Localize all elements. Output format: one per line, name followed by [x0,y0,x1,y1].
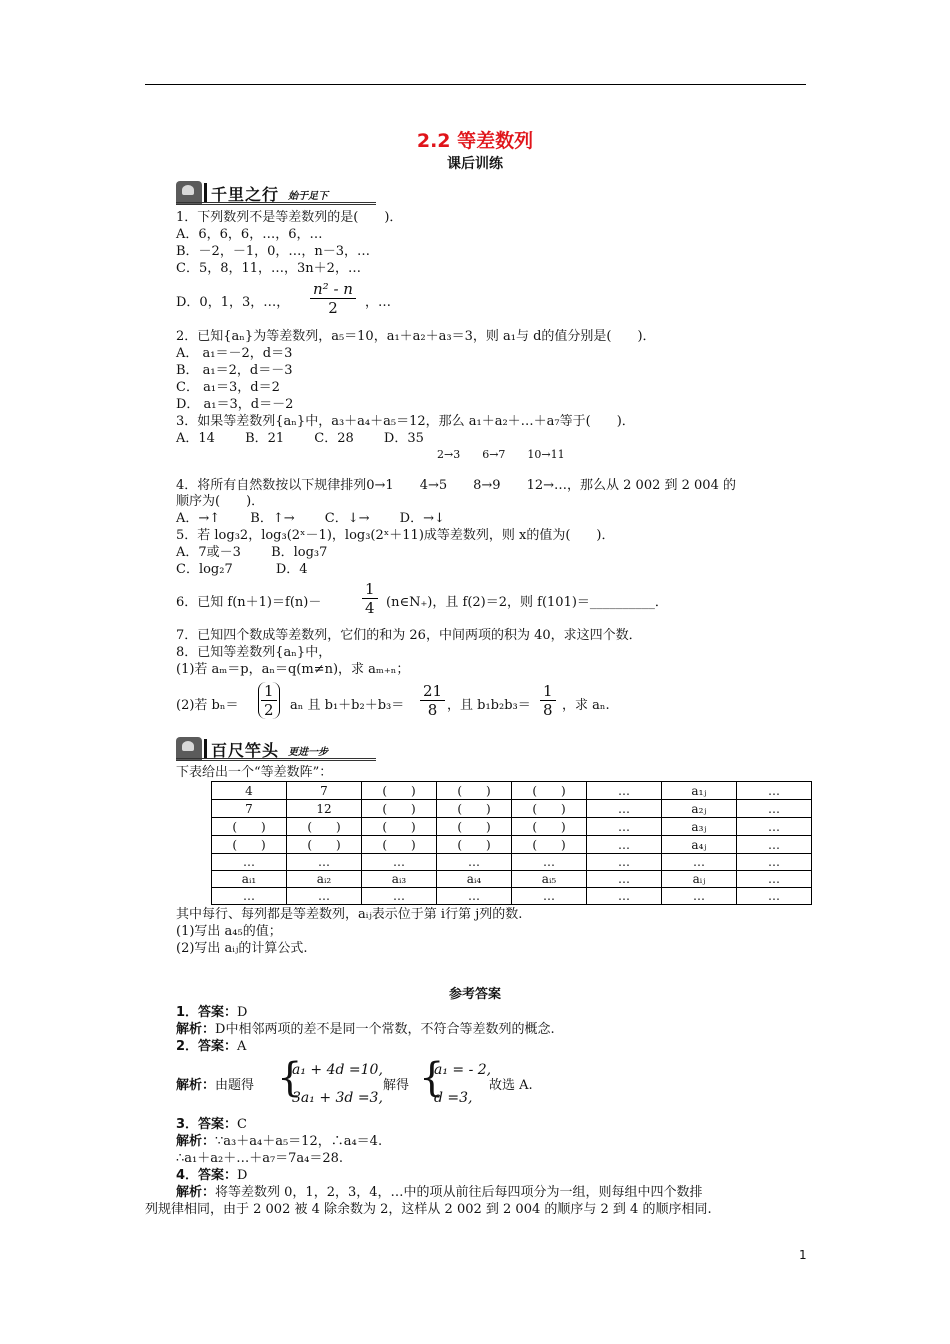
table-cell: … [737,871,812,888]
table-cell: … [437,854,512,871]
table-cell: … [737,836,812,854]
q2-option-c: C． a₁＝3，d＝2 [176,380,280,395]
banner-motto: 始于足下 [288,191,328,202]
table-cell: aᵢ₄ [437,871,512,888]
q8-fraction-product [540,682,556,719]
table-cell: … [362,888,437,905]
banner-motto: 更进一步 [288,747,328,758]
table-cell: … [362,854,437,871]
table-cell: ( ) [437,800,512,818]
q5-stem: 5．若 log₃2，log₃(2ˣ－1)，log₃(2ˣ＋11)成等差数列，则 x的值为( )． [176,528,615,543]
system1-line2: 3a₁ + 3d =3, [292,1090,383,1106]
answer-1: 1．答案：D [176,1005,248,1020]
q2-stem: 2．已知{aₙ}为等差数列，a₅＝10，a₁＋a₂＋a₃＝3，则 a₁与 d的值分别是( )． [176,329,656,344]
system2-line2: d =3, [434,1090,473,1106]
fraction-denominator: 2 [261,700,277,719]
table-cell: ( ) [512,836,587,854]
section-banner-advanced [176,737,376,761]
fraction-denominator: 4 [362,598,378,617]
table-row [212,782,812,800]
q2-option-d: D． a₁＝3，d＝－2 [176,397,294,412]
table-cell: … [587,800,662,818]
table-cell: aᵢ₂ [287,871,362,888]
q1-d-prefix: D．0，1，3，…， [176,295,290,310]
table-cell: … [587,888,662,905]
matrix-part1: (1)写出 a₄₅的值； [176,924,282,939]
answer-4: 4．答案：D [176,1168,248,1183]
table-cell: … [587,854,662,871]
table-cell: … [737,854,812,871]
table-cell: … [212,888,287,905]
answer-3-explanation: 解析：∵a₃＋a₄＋a₅＝12，∴a₄＝4. [176,1134,383,1149]
table-cell: aᵢ₁ [212,871,287,888]
q8-part1: (1)若 aₘ＝p，aₙ＝q(m≠n)，求 aₘ₊ₙ； [176,662,410,677]
q4-options: A．→↑ B．↑→ C．↓→ D．→↓ [176,511,445,526]
banner-title: 百尺竿头 [211,741,280,760]
table-cell: 4 [212,782,287,800]
page-title: 2.2 等差数列 [416,130,534,152]
table-cell: … [437,888,512,905]
fraction-denominator: 8 [540,700,556,719]
table-row [212,888,812,905]
q1-option-c: C．5，8，11，…，3n＋2，… [176,261,361,276]
table-cell: ( ) [512,818,587,836]
q8-fraction-sum [420,682,445,719]
q8-part2-prefix: (2)若 bₙ＝ [176,698,239,713]
table-cell: aᵢ₅ [512,871,587,888]
q2-option-b: B． a₁＝2，d＝－3 [176,363,293,378]
table-row [212,854,812,871]
table-cell: ( ) [512,782,587,800]
table-cell: ( ) [362,818,437,836]
q6-fraction [362,580,378,617]
answer-4-explanation: 解析：将等差数列 0，1，2，3，4，…中的项从前往后每四项分为一组，则每组中四个数排 [176,1185,703,1200]
table-cell: … [737,818,812,836]
banner-title: 千里之行 [211,185,280,204]
q4-stem-cont: 顺序为( )． [176,494,265,509]
page-subtitle: 课后训练 [447,156,503,172]
answer-4-explanation-cont: 列规律相同，由于 2 002 被 4 除余数为 2，这样从 2 002 到 2 004 的顺序与 2 到 4 的顺序相同. [145,1202,712,1217]
matrix-intro: 下表给出一个“等差数阵”： [176,765,333,780]
answer-2: 2．答案：A [176,1039,247,1054]
q5-options-cd: C．log₂7 D．4 [176,562,308,577]
table-cell: 7 [287,782,362,800]
table-cell: … [662,854,737,871]
q1-fraction [310,280,356,317]
fraction-numerator: 21 [423,682,443,700]
left-brace: { [277,1055,303,1101]
answer-2-mid: 解得 [383,1078,410,1093]
table-cell: ( ) [437,782,512,800]
fraction-numerator: n² - n [313,280,353,298]
table-cell: a₂ⱼ [662,800,737,818]
q1-d-suffix: ，… [365,295,392,310]
table-cell: … [737,800,812,818]
answer-2-explanation: 解析：由题得 [176,1078,255,1093]
q2-option-a: A． a₁＝－2，d＝3 [176,346,293,361]
table-cell: a₃ⱼ [662,818,737,836]
q6-suffix: (n∈N₊)，且 f(2)＝2，则 f(101)＝__________． [386,595,668,610]
table-cell: … [512,888,587,905]
fraction-denominator: 8 [420,700,445,719]
table-row [212,800,812,818]
table-cell: … [587,836,662,854]
q8-part2-mid2: ，且 b₁b₂b₃＝ [447,698,531,713]
answer-3: 3．答案：C [176,1117,247,1132]
table-cell: aᵢⱼ [662,871,737,888]
table-cell: 12 [287,800,362,818]
q6-prefix: 6．已知 f(n＋1)＝f(n)－ [176,595,322,610]
table-cell: … [212,854,287,871]
table-cell: ( ) [512,800,587,818]
table-cell: … [737,888,812,905]
answer-2-end: 故选 A. [489,1078,533,1093]
table-cell: a₁ⱼ [662,782,737,800]
arithmetic-matrix-table [211,781,812,905]
q8-stem: 8．已知等差数列{aₙ}中， [176,645,332,660]
q5-options-ab: A．7或－3 B．log₃7 [176,545,328,560]
fraction-numerator: 1 [365,580,375,598]
table-cell: ( ) [287,836,362,854]
table-cell: ( ) [437,836,512,854]
table-cell: … [587,782,662,800]
table-cell: ( ) [437,818,512,836]
matrix-part2: (2)写出 aᵢⱼ的计算公式. [176,941,308,956]
section-banner-basic [176,181,376,205]
table-row [212,836,812,854]
q1-stem: 1．下列数列不是等差数列的是( )． [176,210,403,225]
table-cell: … [287,854,362,871]
page-number: 1 [799,1248,807,1262]
table-row [212,871,812,888]
system1-line1: a₁ + 4d =10, [292,1062,383,1078]
table-cell: … [737,782,812,800]
table-cell: ( ) [287,818,362,836]
fraction-numerator: 1 [264,682,274,700]
table-cell: ( ) [362,836,437,854]
table-cell: ( ) [362,800,437,818]
fraction-numerator: 1 [543,682,553,700]
q1-option-a: A．6，6，6，…，6，… [176,227,323,242]
q8-part2-mid: aₙ 且 b₁＋b₂＋b₃＝ [290,698,405,713]
q4-arrow-pattern-top: 2→3 6→7 10→11 [437,448,565,461]
left-brace: { [419,1055,445,1101]
q4-stem: 4．将所有自然数按以下规律排列0→1 4→5 8→9 12→…，那么从 2 002 到 2 004 的 [176,478,736,493]
q1-option-b: B．－2，－1，0，…，n－3，… [176,244,371,259]
table-cell: aᵢ₃ [362,871,437,888]
q8-fraction-half [258,682,280,719]
table-cell: 7 [212,800,287,818]
table-cell: ( ) [212,836,287,854]
table-cell: … [587,818,662,836]
fraction-denominator: 2 [310,298,356,317]
top-rule [145,84,806,85]
q8-part2-end: ，求 aₙ. [562,698,610,713]
system2-line1: a₁ = - 2, [434,1062,492,1078]
table-cell: ( ) [212,818,287,836]
matrix-after: 其中每行、每列都是等差数列，aᵢⱼ表示位于第 i行第 j列的数. [176,907,523,922]
q3-stem: 3．如果等差数列{aₙ}中，a₃＋a₄＋a₅＝12，那么 a₁＋a₂＋…＋a₇等于( )． [176,414,635,429]
answers-heading: 参考答案 [448,987,501,1002]
table-cell: … [287,888,362,905]
table-row [212,818,812,836]
q7-stem: 7．已知四个数成等差数列，它们的和为 26，中间两项的积为 40，求这四个数． [176,628,642,643]
q1-option-d [176,294,289,311]
table-cell: … [662,888,737,905]
table-cell: … [587,871,662,888]
q3-options: A．14 B．21 C．28 D．35 [176,431,424,446]
answer-3-explanation-cont: ∴a₁＋a₂＋…＋a₇＝7a₄＝28. [176,1151,344,1166]
answer-1-explanation: 解析：D中相邻两项的差不是同一个常数，不符合等差数列的概念. [176,1022,555,1037]
table-cell: … [512,854,587,871]
table-cell: ( ) [362,782,437,800]
table-cell: a₄ⱼ [662,836,737,854]
